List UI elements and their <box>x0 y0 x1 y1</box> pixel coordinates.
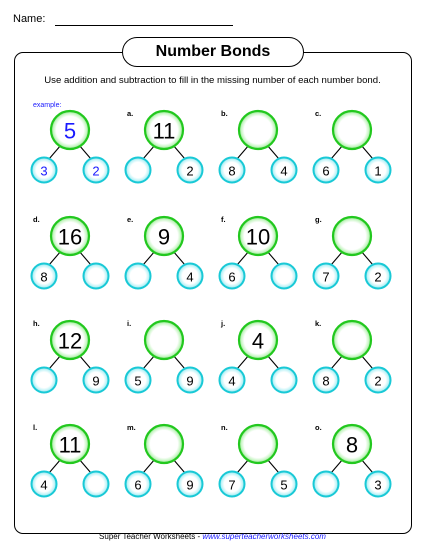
part-circle-right[interactable] <box>84 264 109 289</box>
number-bond <box>314 109 391 183</box>
whole-number: 8 <box>345 432 359 458</box>
left-part-number: 3 <box>40 163 48 179</box>
problem-label: o. <box>315 423 322 432</box>
right-part-number: 5 <box>280 477 288 493</box>
number-bond <box>314 215 391 289</box>
footer-separator: - <box>195 532 203 541</box>
whole-circle[interactable] <box>239 111 277 149</box>
problem-label: n. <box>221 423 228 432</box>
bond-connector-left <box>143 251 155 265</box>
bond-connector-right <box>361 355 373 369</box>
bond-connector-left <box>331 251 343 265</box>
worksheet-title: Number Bonds <box>122 37 304 67</box>
bond-connector-left <box>331 459 343 473</box>
footer-url[interactable]: www.superteacherworksheets.com <box>202 532 326 541</box>
bond-connector-left <box>49 145 61 159</box>
right-part-number: 2 <box>374 269 382 285</box>
bond-connector-left <box>331 145 343 159</box>
left-part-number: 6 <box>322 163 330 179</box>
problem-label: l. <box>33 423 38 432</box>
right-part-number: 4 <box>280 163 288 179</box>
bond-connector-right <box>79 145 91 159</box>
bond-connector-left <box>49 251 61 265</box>
bond-connector-right <box>173 251 185 265</box>
problem-label: k. <box>315 319 322 328</box>
whole-circle[interactable] <box>145 425 183 463</box>
right-part-number: 3 <box>374 477 382 493</box>
number-bond <box>314 319 391 393</box>
bond-connector-left <box>237 459 249 473</box>
instructions: Use addition and subtraction to fill in the missing number of each number bond. <box>44 75 381 86</box>
part-circle-right[interactable] <box>272 368 297 393</box>
number-bond <box>32 423 109 497</box>
right-part-number: 2 <box>92 163 100 179</box>
right-part-number: 4 <box>186 269 194 285</box>
left-part-number: 5 <box>134 373 142 389</box>
number-bond <box>32 215 109 289</box>
number-bond <box>126 423 203 497</box>
number-bond <box>220 109 297 183</box>
whole-number: 9 <box>157 224 171 250</box>
left-part-number: 7 <box>228 477 236 493</box>
number-bond <box>32 319 109 393</box>
whole-number: 16 <box>57 224 83 250</box>
right-part-number: 2 <box>374 373 382 389</box>
part-circle-right[interactable] <box>84 472 109 497</box>
whole-number: 10 <box>245 224 271 250</box>
problem-label: m. <box>127 423 136 432</box>
bond-connector-left <box>49 459 61 473</box>
problem-label: e. <box>127 215 134 224</box>
bond-connector-left <box>143 145 155 159</box>
number-bond <box>32 102 109 183</box>
problem-label: i. <box>127 319 132 328</box>
number-bond <box>220 215 297 289</box>
bond-connector-left <box>49 355 61 369</box>
bond-connector-right <box>79 459 91 473</box>
bond-connector-right <box>173 355 185 369</box>
bond-connector-right <box>361 459 373 473</box>
number-bond <box>220 319 297 393</box>
footer-brand: Super Teacher Worksheets <box>99 532 196 541</box>
left-part-number: 8 <box>228 163 236 179</box>
name-label: Name: <box>13 13 46 25</box>
problem-label: j. <box>221 319 226 328</box>
problem-label: c. <box>315 109 322 118</box>
left-part-number: 6 <box>134 477 142 493</box>
right-part-number: 1 <box>374 163 382 179</box>
left-part-number: 4 <box>40 477 48 493</box>
problem-label: d. <box>33 215 40 224</box>
left-part-number: 8 <box>40 269 48 285</box>
whole-circle[interactable] <box>333 111 371 149</box>
footer <box>0 532 425 541</box>
whole-circle[interactable] <box>145 321 183 359</box>
whole-circle[interactable] <box>333 321 371 359</box>
bond-connector-right <box>267 355 279 369</box>
bond-connector-right <box>173 459 185 473</box>
left-part-number: 4 <box>228 373 236 389</box>
whole-number: 4 <box>251 328 265 354</box>
number-bond <box>126 319 203 393</box>
whole-number: 11 <box>58 432 82 458</box>
bond-connector-right <box>267 145 279 159</box>
bond-connector-left <box>331 355 343 369</box>
problem-label: a. <box>127 109 134 118</box>
bond-connector-right <box>79 355 91 369</box>
bond-connector-right <box>79 251 91 265</box>
problem-label: f. <box>221 215 226 224</box>
whole-number: 11 <box>152 118 176 144</box>
part-circle-left[interactable] <box>32 368 57 393</box>
example-label: example: <box>33 102 62 109</box>
part-circle-left[interactable] <box>126 158 151 183</box>
problem-label: g. <box>315 215 322 224</box>
whole-number: 12 <box>57 328 83 354</box>
left-part-number: 7 <box>322 269 330 285</box>
bond-connector-left <box>237 251 249 265</box>
bond-connector-right <box>361 145 373 159</box>
right-part-number: 9 <box>92 373 100 389</box>
bond-connector-right <box>361 251 373 265</box>
part-circle-left[interactable] <box>314 472 339 497</box>
problem-label: h. <box>33 319 40 328</box>
part-circle-left[interactable] <box>126 264 151 289</box>
number-bond <box>314 423 391 497</box>
number-bond <box>126 109 203 183</box>
bond-connector-left <box>237 145 249 159</box>
bond-connector-left <box>237 355 249 369</box>
problem-label: b. <box>221 109 228 118</box>
number-bond <box>126 215 203 289</box>
left-part-number: 6 <box>228 269 236 285</box>
right-part-number: 9 <box>186 477 194 493</box>
whole-circle[interactable] <box>239 425 277 463</box>
part-circle-right[interactable] <box>272 264 297 289</box>
bond-connector-right <box>173 145 185 159</box>
right-part-number: 9 <box>186 373 194 389</box>
right-part-number: 2 <box>186 163 194 179</box>
whole-number: 5 <box>63 118 77 144</box>
bond-connector-right <box>267 251 279 265</box>
left-part-number: 8 <box>322 373 330 389</box>
bond-connector-right <box>267 459 279 473</box>
bond-connector-left <box>143 355 155 369</box>
whole-circle[interactable] <box>333 217 371 255</box>
number-bond <box>220 423 297 497</box>
bond-connector-left <box>143 459 155 473</box>
